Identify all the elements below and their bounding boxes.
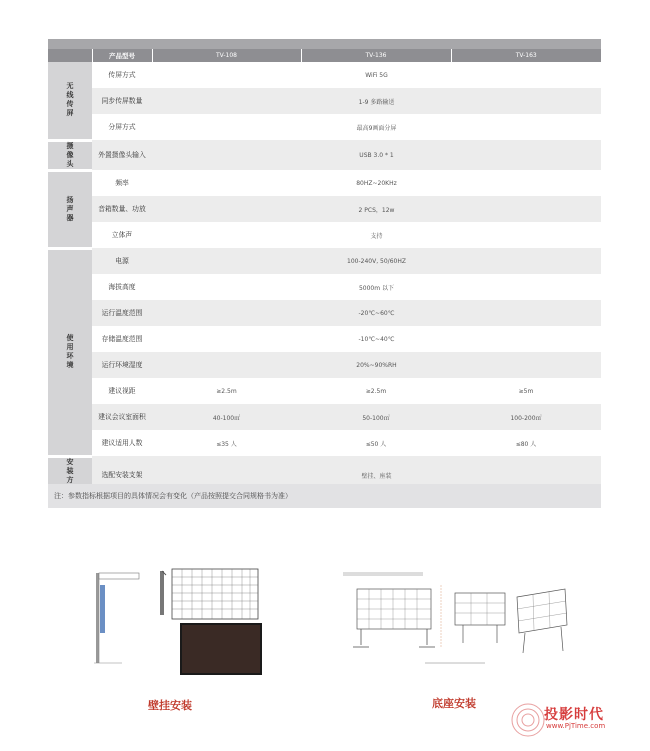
row-value: 100-240V, 50/60HZ <box>152 248 601 274</box>
header-model-1: TV-108 <box>152 49 301 62</box>
row-value: 20%~90%RH <box>152 352 601 378</box>
header-model-3: TV-163 <box>451 49 601 62</box>
row-value: 1-9 多路输送 <box>152 88 601 114</box>
row-value: 100-200㎡ <box>451 404 601 430</box>
table-row <box>48 222 601 248</box>
row-value: 支持 <box>370 232 383 240</box>
table-row <box>48 140 601 170</box>
row-value: ≥2.5m <box>216 387 237 395</box>
row-label: 海拔高度 <box>108 282 136 291</box>
row-value: ≥5m <box>518 387 534 395</box>
row-label: 存储温度范围 <box>101 334 143 343</box>
row-value: ≤80 人 <box>515 440 537 448</box>
header-model-2: TV-136 <box>301 49 451 62</box>
footnote: 注：参数指标根据项目的具体情况会有变化（产品按照提交合同规格书为准） <box>48 484 601 508</box>
row-label: 立体声 <box>111 230 133 239</box>
row-value: ≤35 人 <box>216 440 237 448</box>
row-value: -20℃~60℃ <box>152 300 601 326</box>
row-value: 最高9画面分屏 <box>356 124 397 132</box>
group-label: 摄 像 头 <box>48 140 92 170</box>
table-row <box>48 430 601 456</box>
row-value: ≥2.5m <box>365 387 387 395</box>
group-label: 安 装 方 <box>48 456 92 495</box>
wall-mount-caption: 壁挂安装 <box>148 699 192 712</box>
row-label: 传屏方式 <box>108 70 136 79</box>
table-top-bar <box>48 39 601 49</box>
table-row <box>48 300 601 326</box>
header-product-model: 产品型号 <box>92 49 152 62</box>
table-row <box>48 352 601 378</box>
table-row <box>48 378 601 404</box>
row-value: 40-100㎡ <box>152 404 301 430</box>
header-blank <box>48 49 92 62</box>
wall-mount-illustration <box>92 565 272 685</box>
row-value: 80HZ~20KHz <box>356 179 397 187</box>
table-row <box>48 248 601 274</box>
logo-text: 投影时代 <box>544 707 604 723</box>
row-value: 壁挂、座装 <box>152 456 601 495</box>
row-value: USB 3.0 * 1 <box>152 140 601 170</box>
table-row <box>48 274 601 300</box>
row-label: 分屏方式 <box>108 122 136 131</box>
group-label: 使 用 环 境 <box>48 248 92 456</box>
row-label: 频率 <box>115 178 129 187</box>
group-label: 扬 声 器 <box>48 170 92 248</box>
spec-table <box>48 49 601 497</box>
row-value: 5000m 以下 <box>358 284 395 292</box>
row-label: 电源 <box>92 248 152 274</box>
row-value: 2 PCS，12w <box>152 196 601 222</box>
floor-stand-illustration <box>335 567 575 677</box>
table-header-row <box>48 49 601 62</box>
row-value: ≤50 人 <box>365 440 387 448</box>
table-row <box>48 196 601 222</box>
floor-stand-caption: 底座安装 <box>432 697 476 710</box>
row-label: 建议适用人数 <box>101 438 143 447</box>
spec-table-body <box>48 62 601 495</box>
row-label: 外置摄像头输入 <box>92 140 152 170</box>
table-row <box>48 114 601 140</box>
row-label: 运行环境湿度 <box>92 352 152 378</box>
table-row <box>48 326 601 352</box>
row-value: WiFi 5G <box>365 71 388 79</box>
row-label: 建议视距 <box>108 386 136 395</box>
group-label: 无 线 传 屏 <box>48 62 92 140</box>
row-label: 同步传屏数量 <box>92 88 152 114</box>
row-value: 50-100㎡ <box>301 404 451 430</box>
row-label: 建议会议室面积 <box>92 404 152 430</box>
table-row <box>48 404 601 430</box>
row-value: -10℃~40℃ <box>358 335 395 343</box>
table-row <box>48 170 601 196</box>
table-row <box>48 62 601 88</box>
row-label: 音箱数量、功放 <box>92 196 152 222</box>
row-label: 选配安装支架 <box>92 456 152 495</box>
row-label: 运行温度范围 <box>92 300 152 326</box>
logo-url[interactable]: www.PjTime.com <box>546 722 606 730</box>
table-row <box>48 88 601 114</box>
